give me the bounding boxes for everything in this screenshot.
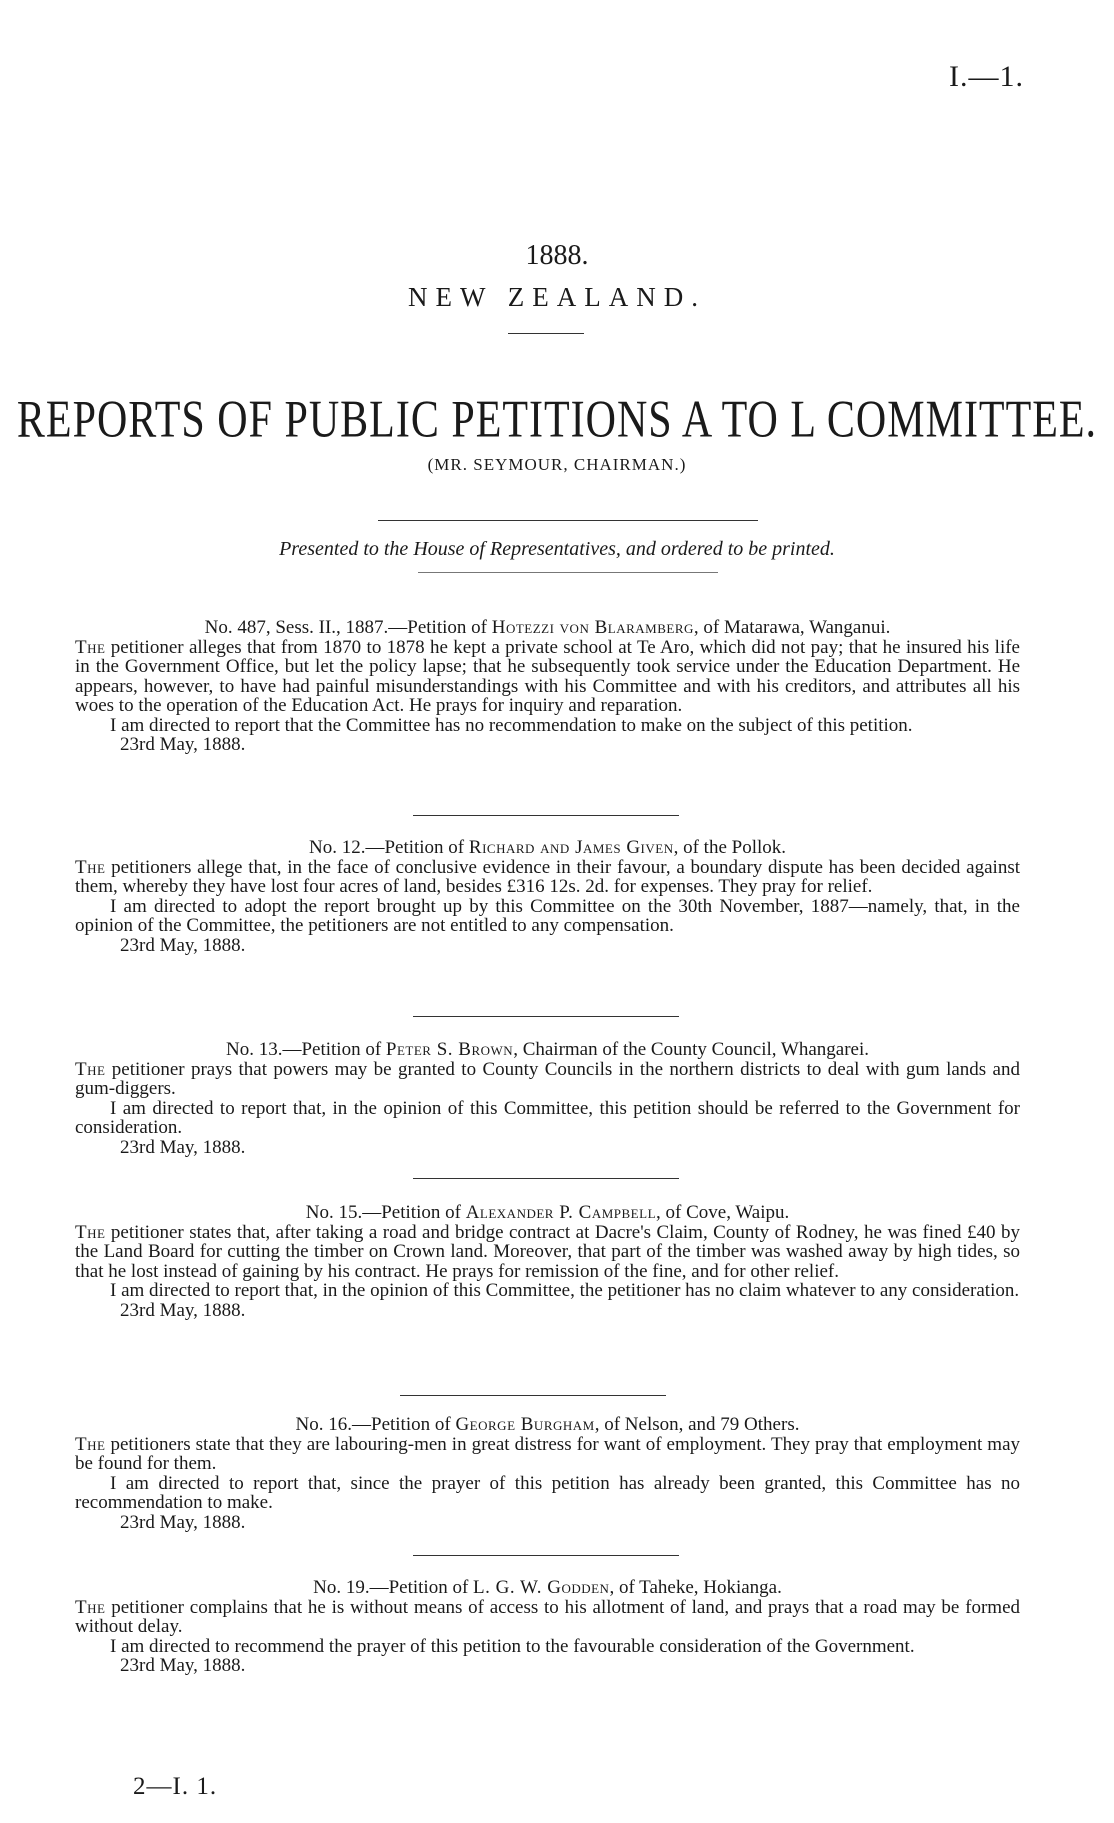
- document-year: 1888.: [525, 240, 589, 271]
- divider: [508, 333, 584, 334]
- petition-number: No. 15.—Petition of: [305, 1202, 466, 1223]
- petition-block: [75, 1578, 1020, 1676]
- committee-report: I am directed to report that, since the prayer of this petition has already been granted, this Committee has no recommendation to make.: [75, 1472, 1020, 1513]
- petition-heading: [75, 1203, 1020, 1223]
- petition-location: , Chairman of the County Council, Whangarei.: [513, 1039, 870, 1060]
- chairman-line: (MR. SEYMOUR, CHAIRMAN.): [427, 455, 687, 474]
- statement-lead: The: [75, 636, 106, 658]
- country-heading: NEW ZEALAND.: [408, 282, 706, 312]
- signature-mark: 2—I. 1.: [133, 1773, 218, 1800]
- statement-lead: The: [75, 1058, 106, 1080]
- report-date: 23rd May, 1888.: [120, 1511, 246, 1533]
- report-date: 23rd May, 1888.: [120, 734, 246, 755]
- petitioner-name: George Burgham: [455, 1414, 595, 1435]
- petition-block: [75, 838, 1020, 955]
- statement-text: petitioner alleges that from 1870 to 1878 he kept a private school at Te Aro, which did not pay; that he insured his life in the Government Office, but let the policy lapse; that he subsequently took service under the Education Department. He appears, however, to have had painful misunderstandings with his Committee and with his creditors, and attributes all his woes to the operation of the Education Act. He prays for inquiry and reparation.: [75, 636, 1020, 716]
- divider: [413, 1178, 679, 1179]
- report-date: 23rd May, 1888.: [120, 1655, 246, 1676]
- statement-lead: The: [75, 1221, 106, 1243]
- document-title: REPORTS OF PUBLIC PETITIONS A TO L COMMITTEE.: [16, 391, 1098, 449]
- petitioner-name: Peter S. Brown: [385, 1039, 514, 1060]
- divider: [413, 1555, 679, 1556]
- petition-number: No. 487, Sess. II., 1887.—Petition of: [204, 617, 492, 638]
- petition-heading: [75, 618, 1020, 638]
- petition-location: , of Cove, Waipu.: [656, 1202, 790, 1223]
- petition-block: [75, 1203, 1020, 1320]
- petition-statement: [75, 638, 1020, 716]
- petition-statement: [75, 1598, 1020, 1637]
- divider: [418, 572, 718, 573]
- committee-report: I am directed to recommend the prayer of this petition to the favourable consideration of the Government.: [110, 1635, 915, 1657]
- petitioner-name: Hotezzi von Blaramberg: [491, 617, 694, 638]
- statement-text: petitioners state that they are labouring-men in great distress for want of employment. They pray that employment may be found for them.: [75, 1433, 1020, 1474]
- petitioner-name: L. G. W. Godden: [473, 1577, 610, 1598]
- petition-statement: [75, 858, 1020, 897]
- petitioner-name: Alexander P. Campbell: [465, 1202, 657, 1223]
- petition-statement: [75, 1060, 1020, 1099]
- petition-heading: [75, 1578, 1020, 1598]
- report-date: 23rd May, 1888.: [120, 1136, 246, 1158]
- committee-report: I am directed to report that, in the opinion of this Committee, this petition should be referred to the Government for consideration.: [75, 1097, 1020, 1138]
- petition-heading: [75, 1040, 1020, 1060]
- committee-report: I am directed to adopt the report brought up by this Committee on the 30th November, 1887—namely, that, in the opinion of the Committee, the petitioners are not entitled to any compensation.: [75, 895, 1020, 936]
- petition-number: No. 19.—Petition of: [313, 1577, 474, 1598]
- petition-number: No. 13.—Petition of: [225, 1039, 386, 1060]
- petition-statement: [75, 1223, 1020, 1282]
- petition-heading: [75, 1415, 1020, 1435]
- petition-block: [75, 1415, 1020, 1532]
- presented-line: Presented to the House of Representatives, and ordered to be printed.: [279, 538, 835, 560]
- divider: [400, 1395, 666, 1396]
- report-date: 23rd May, 1888.: [120, 1299, 246, 1321]
- petition-location: , of the Pollok.: [673, 837, 787, 858]
- committee-report: I am directed to report that the Committee has no recommendation to make on the subject of this petition.: [110, 714, 913, 736]
- petition-heading: [75, 838, 1020, 858]
- statement-text: petitioners allege that, in the face of conclusive evidence in their favour, a boundary dispute has been decided against them, whereby they have lost four acres of land, besides £316 12s. 2d. for expenses. They pray for relief.: [75, 856, 1020, 897]
- petition-number: No. 12.—Petition of: [308, 837, 469, 858]
- petition-statement: [75, 1435, 1020, 1474]
- petition-location: , of Nelson, and 79 Others.: [594, 1414, 800, 1435]
- statement-lead: The: [75, 1596, 106, 1618]
- petition-block: [75, 1040, 1020, 1157]
- committee-report: I am directed to report that, in the opinion of this Committee, the petitioner has no claim whatever to any consideration.: [110, 1280, 1020, 1301]
- statement-text: petitioner complains that he is without means of access to his allotment of land, and prays that a road may be formed without delay.: [75, 1596, 1020, 1637]
- report-date: 23rd May, 1888.: [120, 934, 246, 956]
- divider: [413, 1016, 679, 1017]
- petition-number: No. 16.—Petition of: [295, 1414, 456, 1435]
- page-reference: I.—1.: [949, 60, 1024, 93]
- divider: [413, 815, 679, 816]
- statement-lead: The: [75, 856, 106, 878]
- divider: [378, 520, 758, 521]
- petitioner-name: Richard and James Given: [468, 837, 674, 858]
- petition-location: , of Taheke, Hokianga.: [609, 1577, 782, 1598]
- statement-text: petitioner states that, after taking a road and bridge contract at Dacre's Claim, County of Rodney, he was fined £40 by the Land Board for cutting the timber on Crown land. Moreover, that part of the timber was washed away by high tides, so that he lost instead of gaining by his contract. He prays for remission of the fine, and for other relief.: [75, 1221, 1020, 1282]
- statement-lead: The: [75, 1433, 106, 1455]
- petition-block: [75, 618, 1020, 755]
- statement-text: petitioner prays that powers may be granted to County Councils in the northern districts to deal with gum lands and gum-diggers.: [75, 1058, 1020, 1099]
- petition-location: , of Matarawa, Wanganui.: [693, 617, 891, 638]
